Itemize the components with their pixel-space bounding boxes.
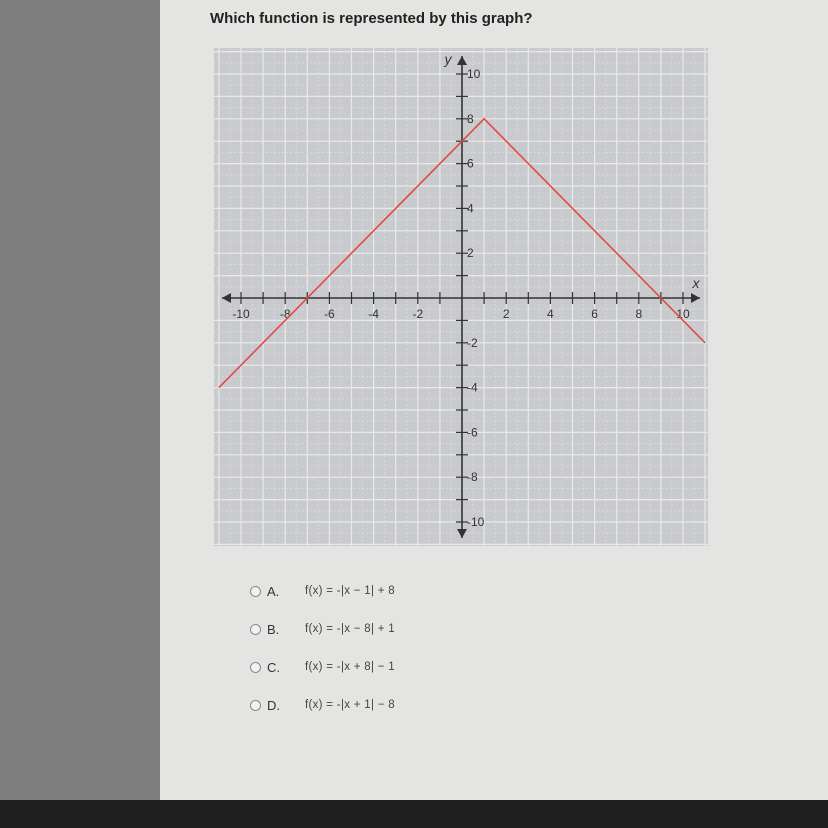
choice-d-letter: D. [267, 697, 280, 713]
x-tick-label: -6 [324, 307, 335, 321]
choice-d[interactable] [250, 692, 570, 718]
radio-a[interactable] [250, 586, 261, 597]
question-text: Which function is represented by this graph? [210, 10, 533, 27]
y-tick-label: -4 [467, 380, 478, 395]
x-tick-label: 8 [635, 307, 643, 321]
x-axis-label: x [692, 275, 700, 291]
y-tick-label: 4 [467, 201, 474, 216]
y-tick-label: -2 [467, 335, 478, 350]
y-tick-label: -6 [467, 425, 478, 440]
choice-a-letter: A. [267, 583, 280, 599]
choice-b[interactable] [250, 616, 570, 642]
x-axis-arrow-left [222, 293, 231, 303]
graph-panel [214, 48, 708, 546]
choice-c[interactable] [250, 654, 570, 680]
choice-c-letter: C. [267, 659, 280, 675]
choice-b-letter: B. [267, 621, 280, 637]
x-axis-arrow-right [691, 293, 700, 303]
radio-d[interactable] [250, 700, 261, 711]
choice-d-formula: f(x) = -|x + 1| − 8 [305, 699, 395, 711]
sidebar-panel [0, 0, 160, 800]
y-tick-label: 2 [467, 246, 474, 261]
y-axis-label: y [444, 51, 452, 67]
choice-a-formula: f(x) = -|x − 1| + 8 [305, 585, 395, 597]
x-tick-label: -8 [279, 307, 291, 321]
graph-svg [214, 48, 708, 546]
y-tick-label: 6 [467, 156, 474, 171]
choice-c-formula: f(x) = -|x + 8| − 1 [305, 661, 395, 673]
x-tick-label: -10 [232, 307, 250, 321]
choice-a[interactable] [250, 578, 570, 604]
y-tick-label: -8 [467, 470, 478, 485]
y-axis-arrow-up [457, 56, 467, 65]
x-tick-label: -4 [368, 307, 379, 321]
y-tick-label: -10 [467, 515, 485, 529]
y-tick-label: 8 [467, 111, 474, 126]
x-tick-label: -2 [412, 307, 424, 321]
choice-b-formula: f(x) = -|x − 8| + 1 [305, 623, 395, 635]
x-tick-label: 10 [676, 307, 690, 321]
radio-b[interactable] [250, 624, 261, 635]
bottom-bar [0, 800, 828, 828]
x-tick-label: 6 [591, 307, 598, 321]
radio-c[interactable] [250, 662, 261, 673]
x-tick-label: 2 [502, 307, 510, 321]
y-tick-label: 10 [467, 67, 481, 81]
x-tick-label: 4 [547, 307, 554, 321]
